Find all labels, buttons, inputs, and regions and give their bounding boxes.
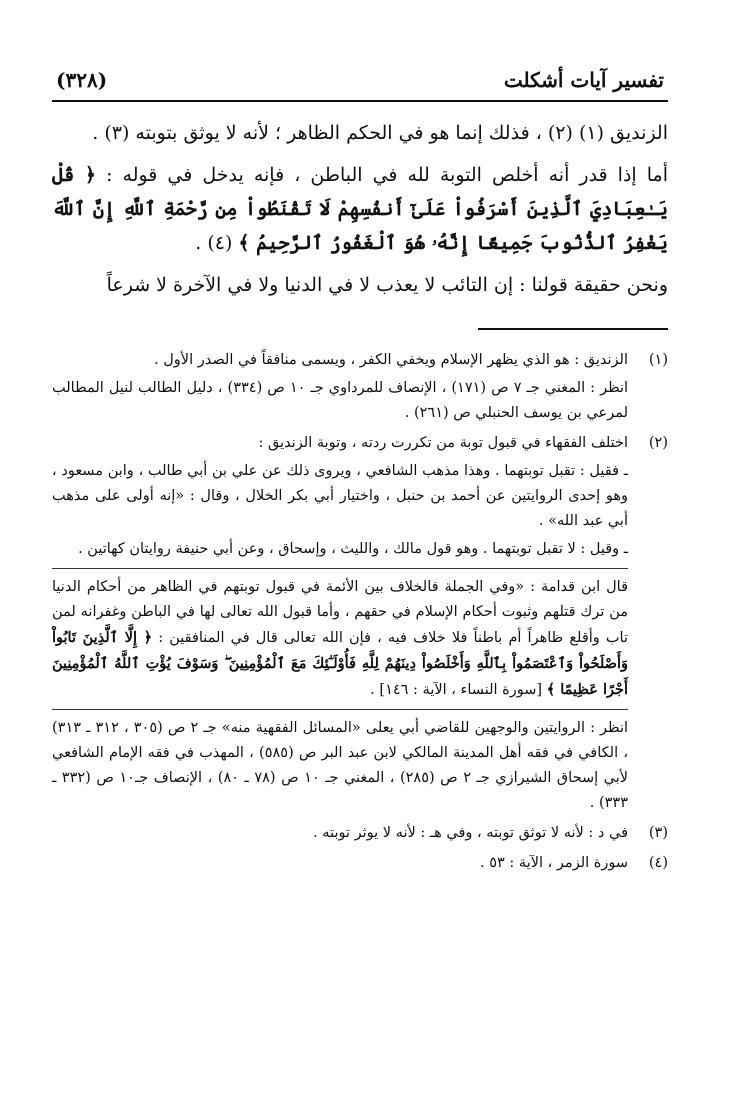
divider: [52, 568, 628, 569]
paragraph-2: [52, 158, 668, 260]
footnotes: [52, 348, 668, 879]
footnote-1: [52, 348, 668, 429]
footnote-ref-4: (٤) .: [195, 232, 233, 254]
main-text: [52, 116, 668, 302]
footnote-3: [52, 821, 668, 849]
footnote-text: [52, 575, 628, 703]
divider: [52, 709, 628, 710]
footnote-text: الزنديق : هو الذي يظهر الإسلام ويخفي الكفر ، ويسمى منافقاً في الصدر الأول .: [154, 352, 628, 368]
footnote-text: انظر : المغني جـ ٧ ص (١٧١) ، الإنصاف للمرداوي جـ ١٠ ص (٣٣٤) ، دليل الطالب لنيل المطالب لمرعي بن يوسف الحنبلي ص (٢٦١) .: [52, 380, 629, 421]
footnote-label: (١): [648, 352, 668, 368]
footnote-label: (٣): [648, 825, 668, 841]
quran-verse: ﴿ إِلَّا ٱلَّذِينَ تَابُواْ وَأَصْلَحُواْ وَٱعْتَصَمُواْ بِٱللَّهِ وَأَخْلَصُواْ دِينَهُمْ لِلَّهِ فَأُوْلَـٰٓئِكَ مَعَ ٱلْمُؤْمِنِينَ ۖ وَسَوْفَ يُؤْتِ ٱللَّهُ ٱلْمُؤْمِنِينَ أَجْرًا عَظِيمًا ﴾: [52, 629, 628, 698]
quran-verse: ﴿ قُلْ يَـٰعِبَادِيَ ٱلَّذِينَ أَسْرَفُواْ عَلَىٰٓ أَنفُسِهِمْ لَا تَقْنَطُواْ مِن رَّحْمَةِ ٱللَّهِ إِنَّ ٱللَّهَ يَغْفِرُ ٱلذُّنُوبَ جَمِيعًا إِنَّهُۥ هُوَ ٱلْغَفُورُ ٱلرَّحِيمُ ﴾: [52, 164, 668, 254]
footnote-text: سورة الزمر ، الآية : ٥٣ .: [480, 855, 628, 871]
page-header: [52, 60, 668, 102]
paragraph-2-intro: أما إذا قدر أنه أخلص التوبة لله في الباطن ، فإنه يدخل في قوله :: [106, 164, 668, 186]
footnote-text: اختلف الفقهاء في قبول توبة من تكررت ردته ، وتوبة الزنديق :: [258, 435, 628, 451]
footnote-separator: [478, 328, 668, 330]
page-number: (٣٢٨): [56, 68, 108, 92]
footnote-text: ـ وقيل : لا تقبل توبتهما . وهو قول مالك ، والليث ، وإسحاق ، وعن أبي حنيفة روايتان كهاتين .: [78, 541, 628, 557]
footnote-text: في د : لأنه لا توثق توبته ، وفي هـ : لأنه لا يوثر توبته .: [313, 825, 628, 841]
paragraph-1: الزنديق (١) (٢) ، فذلك إنما هو في الحكم الظاهر ؛ لأنه لا يوثق بتوبته (٣) .: [92, 122, 668, 144]
footnote-4: [52, 851, 668, 879]
footnote-label: (٤): [648, 855, 668, 871]
footnote-label: (٢): [648, 435, 668, 451]
page: [52, 60, 668, 1060]
footnote-text: ـ فقيل : تقبل توبتهما . وهذا مذهب الشافعي ، ويروى ذلك عن علي بن أبي طالب ، وابن مسعود ، وهو إحدى الروايتين عن أحمد بن حنبل ، واختيار أبي بكر الخلال ، وقال : «إنه أولى على مذهب أبي عبد الله» .: [52, 463, 628, 529]
footnote-2: [52, 431, 668, 819]
book-title: تفسير آيات أشكلت: [503, 68, 664, 92]
quote-text: قال ابن قدامة : «وفي الجملة فالخلاف بين الأئمة في قبول توبتهم في الظاهر من أحكام الدنيا من ترك قتلهم وثبوت أحكام الإسلام في حقهم ، وأما قبول الله تعالى لها في الباطن وغفرانه لمن تاب وأقلع ظاهراً أم باطناً فلا خلاف فيه ، فإن الله تعالى قال في المنافقين :: [52, 579, 629, 646]
paragraph-3: ونحن حقيقة قولنا : إن التائب لا يعذب لا في الدنيا ولا في الآخرة لا شرعاً: [106, 274, 668, 296]
footnote-text: انظر : الروايتين والوجهين للقاضي أبي يعلى «المسائل الفقهية منه» جـ ٢ ص (٣٠٥ ، ٣١٢ ـ ٣١٣) ، الكافي في فقه أهل المدينة المالكي لابن عبد البر ص (٥٨٥) ، المهذب في فقه الإمام الشافعي لأبي إسحاق الشيرازي جـ ٢ ص (٢٨٥) ، المغني جـ ١٠ ص (٧٨ ـ ٨٠) ، الإنصاف جـ١٠ ص (٣٣٢ ـ ٣٣٣) .: [52, 720, 629, 811]
verse-reference: [سورة النساء ، الآية : ١٤٦] .: [370, 682, 543, 698]
